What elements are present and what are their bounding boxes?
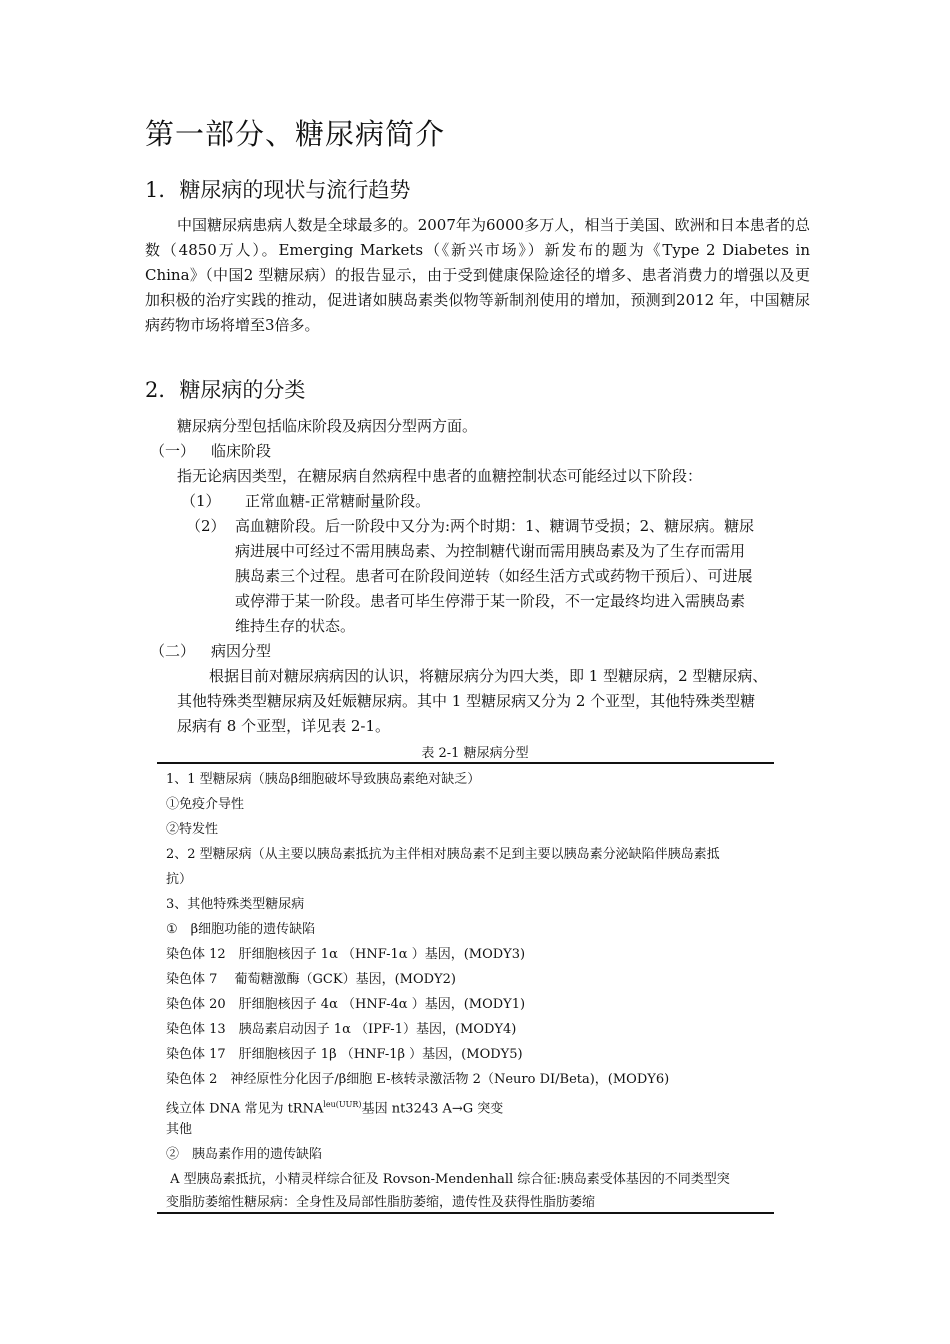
item2-line: 病进展中可经过不需用胰岛素、为控制糖代谢而需用胰岛素及为了生存而需用 xyxy=(235,542,746,560)
table-row: ①免疫介导性 xyxy=(166,797,245,812)
sub1-title: 临床阶段 xyxy=(211,442,272,460)
item1-marker: （1） xyxy=(181,492,221,510)
sub1-text: 指无论病因类型，在糖尿病自然病程中患者的血糖控制状态可能经过以下阶段： xyxy=(177,467,703,485)
table-row: 染色体 2 神经原性分化因子/β细胞 E-核转录激活物 2（Neuro DI/Beta)，(MODY6) xyxy=(166,1072,670,1087)
item2-marker: （2） xyxy=(186,517,226,535)
table-row: 1、1 型糖尿病（胰岛β细胞破坏导致胰岛素绝对缺乏） xyxy=(166,772,481,787)
table-row: 抗） xyxy=(166,872,193,887)
sub2-line: 其他特殊类型糖尿病及妊娠糖尿病。其中 1 型糖尿病又分为 2 个亚型，其他特殊类型糖 xyxy=(177,692,756,710)
section1-paragraph: 中国糖尿病患病人数是全球最多的。2007年为6000多万人，相当于美国、欧洲和日本患者的总数（4850万人）。Emerging Markets（《新兴市场》）新发布的题为《Type 2 Diabetes in China》（中国2 型糖尿病）的报告显示，由于受到健康保险途径的增多、患者消费力的增强以及更加积极的治疗实践的推动，促进诸如胰岛素类似物等新制剂使用的增加，预测到2012 年，中国糖尿病药物市场将增至3倍多。 xyxy=(145,216,810,334)
table-row-mito xyxy=(166,1092,503,1121)
table-bottom-rule xyxy=(157,1212,774,1214)
item2-line: 维持生存的状态。 xyxy=(235,617,356,635)
table-row: 染色体 7 葡萄糖激酶（GCK）基因，(MODY2) xyxy=(166,972,456,987)
sub2-line: 根据目前对糖尿病病因的认识，将糖尿病分为四大类，即 1 型糖尿病，2 型糖尿病、 xyxy=(209,667,768,685)
table-top-rule xyxy=(157,762,774,764)
table-caption: 表 2-1 糖尿病分型 xyxy=(421,746,529,761)
mito-superscript: leu(UUR) xyxy=(323,1100,362,1109)
table-row: A 型胰岛素抵抗，小精灵样综合征及 Rovson-Mendenhall 综合征:胰岛素受体基因的不同类型突 xyxy=(166,1172,730,1187)
table-row: ②特发性 xyxy=(166,822,219,837)
section1-heading: 1．糖尿病的现状与流行趋势 xyxy=(145,178,411,202)
table-row: 3、其他特殊类型糖尿病 xyxy=(166,897,305,912)
item2-line: 胰岛素三个过程。患者可在阶段间逆转（如经生活方式或药物干预后）、可进展 xyxy=(235,567,753,585)
table-row: 变脂肪萎缩性糖尿病：全身性及局部性脂肪萎缩，遗传性及获得性脂肪萎缩 xyxy=(166,1195,596,1210)
page-title: 第一部分、糖尿病简介 xyxy=(145,117,446,151)
table-row: 2、2 型糖尿病（从主要以胰岛素抵抗为主伴相对胰岛素不足到主要以胰岛素分泌缺陷伴胰岛素抵 xyxy=(166,847,720,862)
section2-heading: 2．糖尿病的分类 xyxy=(145,378,306,402)
item2-line: 或停滞于某一阶段。患者可毕生停滞于某一阶段，不一定最终均进入需胰岛素 xyxy=(235,592,746,610)
table-row: 其他 xyxy=(166,1122,193,1137)
mito-prefix: 线立体 DNA 常见为 tRNA xyxy=(166,1101,324,1117)
sub1-marker: （一） xyxy=(150,442,196,460)
table-row: 染色体 13 胰岛素启动因子 1α （IPF-1）基因，(MODY4) xyxy=(166,1022,517,1037)
sub2-title: 病因分型 xyxy=(211,642,272,660)
table-row: 染色体 20 肝细胞核因子 4α （HNF-4α ）基因，(MODY1) xyxy=(166,997,526,1012)
table-row: 染色体 17 肝细胞核因子 1β （HNF-1β ）基因，(MODY5) xyxy=(166,1047,523,1062)
table-row: ① β细胞功能的遗传缺陷 xyxy=(166,922,316,937)
sub2-marker: （二） xyxy=(150,642,196,660)
item2-line: 高血糖阶段。后一阶段中又分为:两个时期：1、糖调节受损；2、糖尿病。糖尿 xyxy=(235,517,755,535)
table-row: 染色体 12 肝细胞核因子 1α （HNF-1α ）基因，(MODY3) xyxy=(166,947,526,962)
table-row: ② 胰岛素作用的遗传缺陷 xyxy=(166,1147,323,1162)
mito-suffix: 基因 nt3243 A→G 突变 xyxy=(361,1101,504,1117)
sub2-line: 尿病有 8 个亚型，详见表 2-1。 xyxy=(177,717,391,735)
item1-text: 正常血糖-正常糖耐量阶段。 xyxy=(245,492,431,510)
section2-intro: 糖尿病分型包括临床阶段及病因分型两方面。 xyxy=(177,417,478,435)
